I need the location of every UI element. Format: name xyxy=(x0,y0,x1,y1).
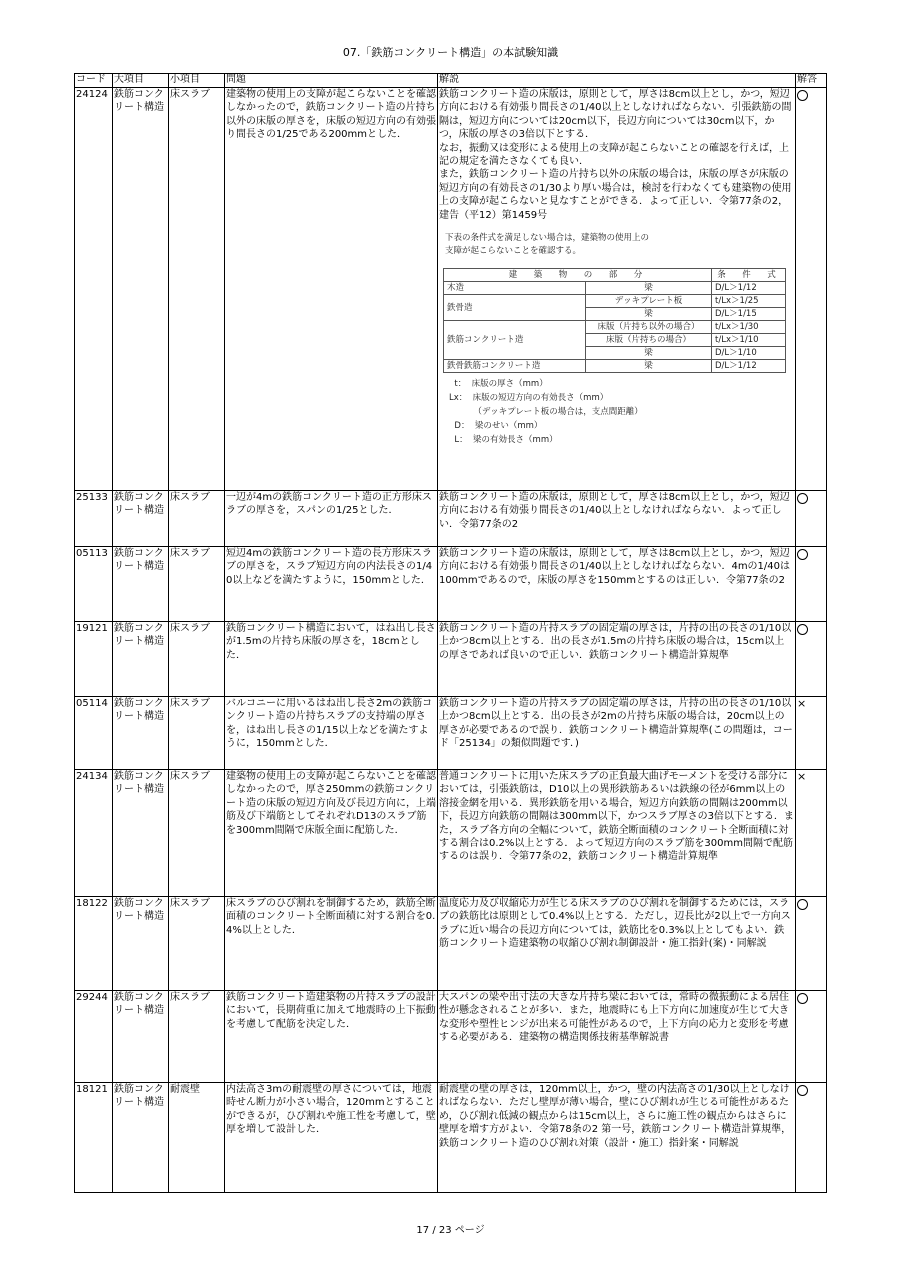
table-row xyxy=(75,88,827,491)
row-explanation: 大スパンの梁や出寸法の大きな片持ち梁においては，常時の微振動による居住性が懸念されることが多い．また，地震時にも上下方向に加速度が生じて大きな変形や塑性ヒンジが出来る可能性があるので，上下方向の応力と変形を考慮する必要がある．建築物の構造関係技術基準解説書 xyxy=(438,991,796,1083)
table-row xyxy=(75,491,827,547)
row-minor: 床スラブ xyxy=(169,897,225,991)
row-explanation: 普通コンクリートに用いた床スラブの正負最大曲げモーメントを受ける部分においては，引張鉄筋は，D10以上の異形鉄筋あるいは鉄線の径が6mm以上の溶接金網を用いる．異形鉄筋を用いる場合，短辺方向鉄筋の間隔は200mm以下，長辺方向鉄筋の間隔は300mm以下，かつスラブ厚さの3倍以下とする．また，スラブ各方向の全幅について，鉄筋全断面積のコンクリート全断面積に対する割合は0.2%以上とする．よって短辺方向のスラブ筋を300mm間隔で配筋するのは誤り．令第77条の2，鉄筋コンクリート構造計算規準 xyxy=(438,770,796,897)
row-question: 短辺4mの鉄筋コンクリート造の長方形床スラブの厚さを，スラブ短辺方向の内法長さの1/40以上などを満たすように，150mmとした． xyxy=(225,547,438,622)
header-major: 大項目 xyxy=(113,74,169,88)
condition-formula: D/L＞1/10 xyxy=(712,347,786,360)
figure-note: （デッキプレート板の場合は，支点間距離） xyxy=(449,407,643,418)
row-explanation: 鉄筋コンクリート造の床版は，原則として，厚さは8cm以上とし，かつ，短辺方向における有効張り間長さの1/40以上としなければならない．引張鉄筋の間隔は，短辺方向については20cm以下，長辺方向については30cm以下，かつ，床版の厚さの3倍以下とする． なお，振動又は変形による使用上の支障が起こらないことの確認を行えば，上記の規定を満たさなくても良い． また，鉄筋コンクリート造の片持ち以外の床版の場合は，床版の厚さが床版の短辺方向の有効長さの1/30より厚い場合は，検討を行わなくても建築物の使用上の支障が起こらないと見なすことができる．よって正しい．令第77条の2，建告（平12）第1459号 xyxy=(439,89,792,221)
row-question: 建築物の使用上の支障が起こらないことを確認しなかったので，鉄筋コンクリート造の片持ち以外の床版の厚さを，床版の短辺方向の有効張り間長さの1/25である200mmとした． xyxy=(225,88,438,491)
condition-formula: t/Lx＞1/30 xyxy=(712,321,786,334)
incorrect-cross-icon: × xyxy=(797,697,807,710)
condition-header-part: 建 築 物 の 部 分 xyxy=(444,269,712,282)
row-minor: 床スラブ xyxy=(169,547,225,622)
row-question: 建築物の使用上の支障が起こらないことを確認しなかったので，厚さ250mmの鉄筋コンクリート造の床版の短辺方向及び長辺方向に，上端筋及び下端筋としてそれぞれD13のスラブ筋を300mm間隔で床版全面に配筋した． xyxy=(225,770,438,897)
row-minor: 床スラブ xyxy=(169,622,225,697)
figure-note: Lx： 床版の短辺方向の有効長さ（mm） xyxy=(449,393,609,404)
header-code: コード xyxy=(75,74,113,88)
row-minor: 床スラブ xyxy=(169,991,225,1083)
row-answer xyxy=(796,770,827,897)
figure-note: L： 梁の有効長さ（mm） xyxy=(449,435,558,446)
row-code: 18121 xyxy=(75,1083,113,1193)
condition-structure: 鉄筋コンクリート造 xyxy=(444,321,586,360)
condition-structure: 鉄骨鉄筋コンクリート造 xyxy=(444,360,586,373)
header-minor: 小項目 xyxy=(169,74,225,88)
row-minor: 床スラブ xyxy=(169,770,225,897)
row-answer xyxy=(796,88,827,491)
row-major: 鉄筋コンクリート構造 xyxy=(113,88,169,491)
correct-circle-icon xyxy=(797,549,808,560)
row-minor: 床スラブ xyxy=(169,697,225,770)
row-explanation: 鉄筋コンクリート造の片持スラブの固定端の厚さは，片持の出の長さの1/10以上かつ8cm以上とする．出の長さが2mの片持ち床版の場合は，20cm以上の厚さが必要であるので誤り．鉄筋コンクリート構造計算規準(この問題は，コード「25134」の類似問題です．) xyxy=(438,697,796,770)
table-row xyxy=(75,770,827,897)
row-major: 鉄筋コンクリート構造 xyxy=(113,1083,169,1193)
page-number: 17 / 23 ページ xyxy=(416,1225,485,1236)
row-major: 鉄筋コンクリート構造 xyxy=(113,697,169,770)
row-major: 鉄筋コンクリート構造 xyxy=(113,547,169,622)
condition-member: 床版（片持ち以外の場合） xyxy=(586,321,712,334)
table-row xyxy=(75,622,827,697)
condition-row xyxy=(444,295,786,308)
condition-member: 梁 xyxy=(586,308,712,321)
row-question: 鉄筋コンクリート造建築物の片持スラブの設計において，長期荷重に加えて地震時の上下振動を考慮して配筋を決定した． xyxy=(225,991,438,1083)
row-major: 鉄筋コンクリート構造 xyxy=(113,770,169,897)
row-explanation: 鉄筋コンクリート造の床版は，原則として，厚さは8cm以上とし，かつ，短辺方向における有効張り間長さの1/40以上としなければならない．よって正しい．令第77条の2 xyxy=(438,491,796,547)
condition-member: 梁 xyxy=(586,347,712,360)
condition-formula: t/Lx＞1/10 xyxy=(712,334,786,347)
figure-caption-line: 下表の条件式を満足しない場合は，建築物の使用上の xyxy=(445,233,650,244)
row-answer xyxy=(796,991,827,1083)
row-question: 一辺が4mの鉄筋コンクリート造の正方形床スラブの厚さを，スパンの1/25とした． xyxy=(225,491,438,547)
condition-member: 床版（片持ちの場合） xyxy=(586,334,712,347)
figure-note: D： 梁のせい（mm） xyxy=(449,421,543,432)
row-explanation: 鉄筋コンクリート造の片持スラブの固定端の厚さは，片持の出の長さの1/10以上かつ8cm以上とする．出の長さが1.5mの片持ち床版の場合は，15cm以上の厚さであれば良いので正しい．鉄筋コンクリート構造計算規準 xyxy=(438,622,796,697)
row-answer xyxy=(796,547,827,622)
condition-formula: D/L＞1/15 xyxy=(712,308,786,321)
condition-table xyxy=(443,268,786,373)
row-code: 19121 xyxy=(75,622,113,697)
condition-member: 梁 xyxy=(586,282,712,295)
table-header-row xyxy=(75,74,827,88)
row-answer xyxy=(796,697,827,770)
row-code: 24134 xyxy=(75,770,113,897)
table-row xyxy=(75,697,827,770)
condition-row xyxy=(444,360,786,373)
row-major: 鉄筋コンクリート構造 xyxy=(113,991,169,1083)
row-code: 29244 xyxy=(75,991,113,1083)
header-question: 問題 xyxy=(225,74,438,88)
correct-circle-icon xyxy=(797,624,808,635)
correct-circle-icon xyxy=(797,993,808,1004)
condition-structure: 木造 xyxy=(444,282,586,295)
row-code: 24124 xyxy=(75,88,113,491)
condition-figure xyxy=(443,232,794,258)
row-question: 鉄筋コンクリート構造において，はね出し長さが1.5mの片持ち床版の厚さを，18cmとした． xyxy=(225,622,438,697)
correct-circle-icon xyxy=(797,90,808,101)
row-explanation: 鉄筋コンクリート造の床版は，原則として，厚さは8cm以上とし，かつ，短辺方向における有効張り間長さの1/40以上としなければならない．4mの1/40は100mmであるので，床版の厚さを150mmとするのは正しい．令第77条の2 xyxy=(438,547,796,622)
condition-row xyxy=(444,282,786,295)
document-title: 07.「鉄筋コンクリート構造」の本試験知識 xyxy=(342,46,559,59)
incorrect-cross-icon: × xyxy=(797,770,807,783)
correct-circle-icon xyxy=(797,1085,808,1096)
row-explanation: 温度応力及び収縮応力が生じる床スラブのひび割れを制御するためには，スラブの鉄筋比は原則として0.4%以上とする．ただし，辺長比が2以上で一方向スラブに近い場合の長辺方向については，鉄筋比を0.3%以上としてもよい．鉄筋コンクリート造建築物の収縮ひび割れ制御設計・施工指針(案)・同解説 xyxy=(438,897,796,991)
condition-formula: D/L＞1/12 xyxy=(712,282,786,295)
row-minor: 床スラブ xyxy=(169,88,225,491)
row-major: 鉄筋コンクリート構造 xyxy=(113,491,169,547)
row-answer xyxy=(796,622,827,697)
row-answer xyxy=(796,491,827,547)
row-question: 床スラブのひび割れを制御するため，鉄筋全断面積のコンクリート全断面積に対する割合を0.4%以上とした． xyxy=(225,897,438,991)
table-row xyxy=(75,991,827,1083)
row-code: 05113 xyxy=(75,547,113,622)
row-explanation: 耐震壁の壁の厚さは，120mm以上，かつ，壁の内法高さの1/30以上としなければならない．ただし壁厚が薄い場合，壁にひび割れが生じる可能性があるため，ひび割れ低減の観点からは15cm以上，さらに施工性の観点からはさらに壁厚を増す方がよい．令第78条の2 第一号，鉄筋コンクリート構造計算規準，鉄筋コンクリート造のひび割れ対策（設計・施工）指針案・同解説 xyxy=(438,1083,796,1193)
table-row xyxy=(75,897,827,991)
row-code: 25133 xyxy=(75,491,113,547)
row-explanation-cell xyxy=(438,88,796,491)
condition-formula: t/Lx＞1/25 xyxy=(712,295,786,308)
condition-formula: D/L＞1/12 xyxy=(712,360,786,373)
figure-note: t： 床版の厚さ（mm） xyxy=(449,379,548,390)
row-minor: 耐震壁 xyxy=(169,1083,225,1193)
row-minor: 床スラブ xyxy=(169,491,225,547)
qa-table xyxy=(74,73,827,1193)
figure-notes xyxy=(449,377,794,447)
correct-circle-icon xyxy=(797,493,808,504)
row-question: 内法高さ3mの耐震壁の厚さについては，地震時せん断力が小さい場合，120mmとすることができるが，ひび割れや施工性を考慮して，壁厚を増して設計した． xyxy=(225,1083,438,1193)
row-code: 05114 xyxy=(75,697,113,770)
table-row xyxy=(75,1083,827,1193)
row-answer xyxy=(796,1083,827,1193)
table-row xyxy=(75,547,827,622)
row-code: 18122 xyxy=(75,897,113,991)
correct-circle-icon xyxy=(797,899,808,910)
row-major: 鉄筋コンクリート構造 xyxy=(113,622,169,697)
condition-header-formula: 条 件 式 xyxy=(712,269,786,282)
condition-structure: 鉄骨造 xyxy=(444,295,586,321)
condition-row xyxy=(444,321,786,334)
row-major: 鉄筋コンクリート構造 xyxy=(113,897,169,991)
row-question: バルコニーに用いるはね出し長さ2mの鉄筋コンクリート造の片持ちスラブの支持端の厚さを，はね出し長さの1/15以上などを満たすように，150mmとした． xyxy=(225,697,438,770)
condition-member: デッキプレート板 xyxy=(586,295,712,308)
row-answer xyxy=(796,897,827,991)
figure-caption-line: 支障が起こらないことを確認する。 xyxy=(445,246,582,257)
header-explanation: 解説 xyxy=(438,74,796,88)
condition-member: 梁 xyxy=(586,360,712,373)
header-answer: 解答 xyxy=(796,74,827,88)
